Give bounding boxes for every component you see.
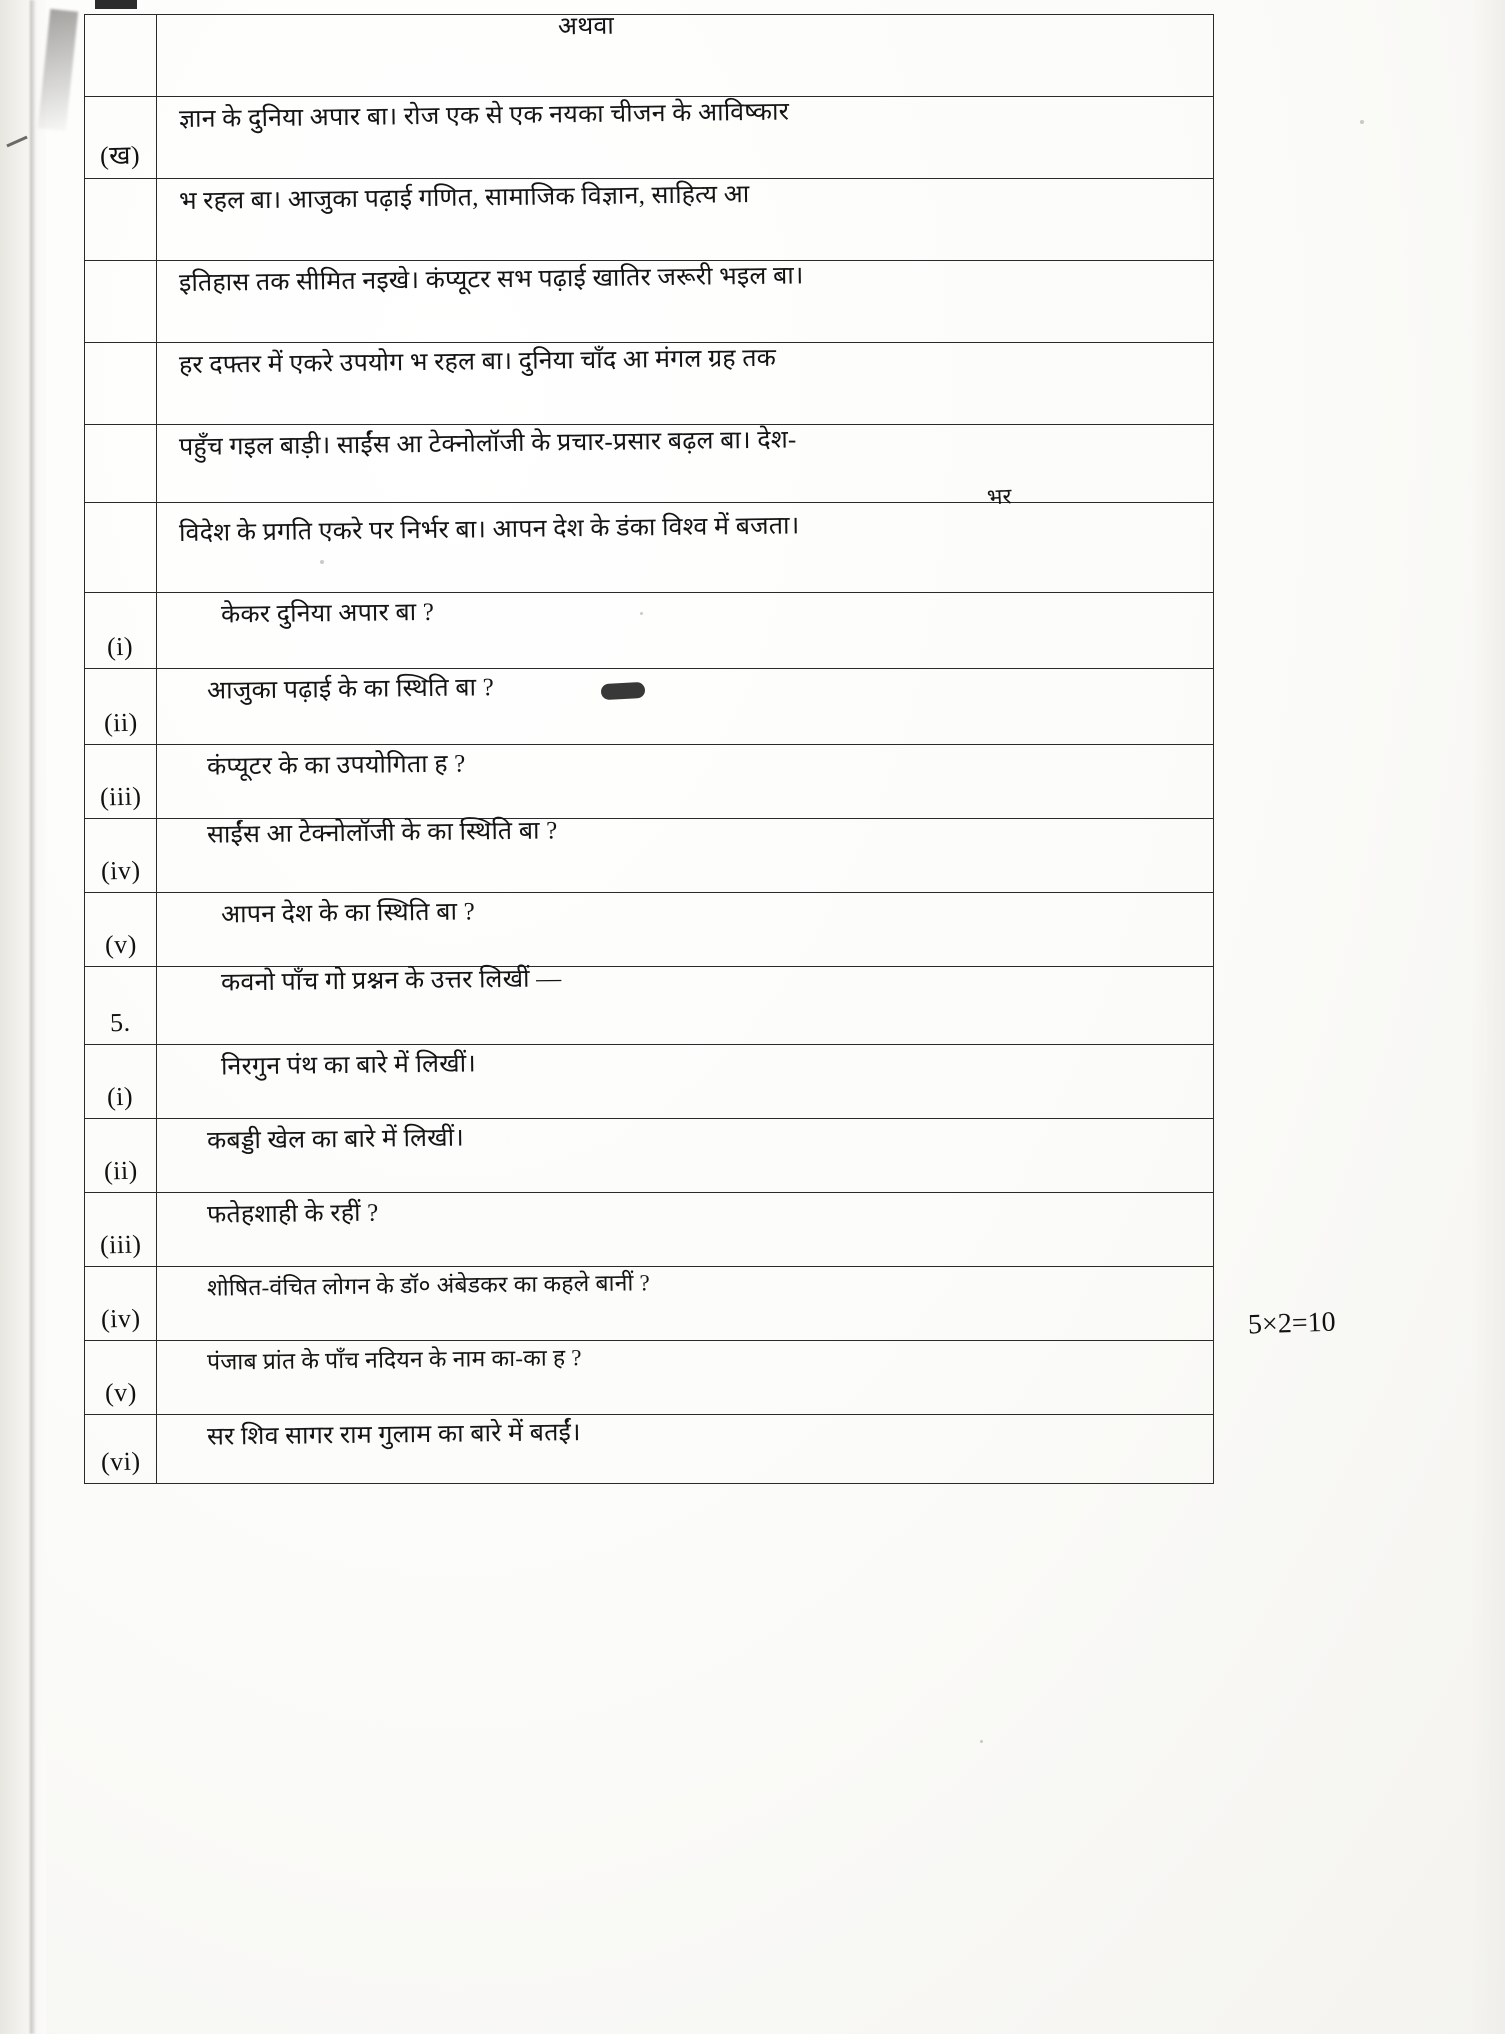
- row-text-cell: [157, 1341, 1213, 1414]
- row-text: आजुका पढ़ाई के का स्थिति बा ?: [206, 674, 495, 705]
- row-text: सर शिव सागर राम गुलाम का बारे में बतईं।: [206, 1419, 581, 1451]
- row-number-cell: [85, 893, 157, 966]
- row-text-cell: [157, 343, 1213, 424]
- row-text: शोषित-वंचित लोगन के डॉ० अंबेडकर का कहले बानीं ?: [206, 1270, 651, 1301]
- row-text: आपन देश के का स्थिति बा ?: [220, 898, 476, 929]
- row-text: अथवा: [557, 12, 615, 41]
- table-row: [84, 592, 1214, 668]
- row-number-cell: [85, 819, 157, 892]
- row-text-cell: [157, 1119, 1213, 1192]
- row-text: ज्ञान के दुनिया अपार बा। रोज एक से एक नयका चीजन के आविष्कार: [178, 98, 790, 133]
- table-row: [84, 260, 1214, 342]
- row-text: कबड्डी खेल का बारे में लिखीं।: [206, 1124, 465, 1155]
- table-row: [84, 892, 1214, 966]
- row-text: निरगुन पंथ का बारे में लिखीं।: [220, 1050, 477, 1081]
- row-number-cell: [85, 503, 157, 592]
- row-text: विदेश के प्रगति एकरे पर निर्भर बा। आपन देश के डंका विश्व में बजता।: [178, 512, 800, 547]
- row-number-cell: [85, 1341, 157, 1414]
- row-text: कंप्यूटर के का उपयोगिता ह ?: [206, 750, 466, 781]
- row-number: (ii): [103, 1155, 138, 1186]
- row-number-cell: [85, 593, 157, 668]
- row-text-cell: [157, 1193, 1213, 1266]
- row-number: (iii): [99, 1229, 142, 1260]
- row-number-cell: [85, 1415, 157, 1483]
- table-row: [84, 342, 1214, 424]
- table-row: [84, 424, 1214, 502]
- row-text-cell: [157, 483, 1213, 592]
- row-number: (ख): [100, 140, 141, 171]
- table-row: [84, 96, 1214, 178]
- table-row: [84, 1266, 1214, 1340]
- row-number-cell: [85, 967, 157, 1044]
- row-text: केकर दुनिया अपार बा ?: [220, 598, 435, 629]
- row-text-cell: [157, 1415, 1213, 1483]
- table-row: [84, 966, 1214, 1044]
- row-number: 5.: [109, 1007, 132, 1038]
- scan-right-edge: [1471, 0, 1505, 2034]
- row-number-cell: [85, 1119, 157, 1192]
- top-black-bar: [95, 0, 137, 9]
- row-text: भ रहल बा। आजुका पढ़ाई गणित, सामाजिक विज्ञान, साहित्य आ: [178, 181, 750, 215]
- row-text-cell: [157, 1267, 1213, 1340]
- row-number-cell: [85, 15, 157, 96]
- row-text: हर दफ्तर में एकरे उपयोग भ रहल बा। दुनिया चाँद आ मंगल ग्रह तक: [178, 344, 777, 379]
- row-number-cell: [85, 425, 157, 502]
- table-row: [84, 178, 1214, 260]
- row-number-cell: [85, 1267, 157, 1340]
- answer-sheet-table: [84, 14, 1214, 1484]
- row-number: (i): [107, 1081, 134, 1112]
- row-text-cell: [157, 669, 1213, 744]
- table-row: [84, 1414, 1214, 1484]
- row-text-cell: [157, 1045, 1213, 1118]
- table-row: [84, 1118, 1214, 1192]
- row-text: कवनो पाँच गो प्रश्नन के उत्तर लिखीं —: [220, 965, 562, 997]
- row-number-cell: [85, 261, 157, 342]
- row-text: पहुँच गइल बाड़ी। साईंस आ टेक्नोलॉजी के प्रचार-प्रसार बढ़ल बा। देश-: [178, 426, 797, 461]
- row-text-cell: [157, 967, 1213, 1044]
- row-text-cell: [157, 893, 1213, 966]
- scan-left-edge: [0, 0, 46, 2034]
- table-row: [84, 1340, 1214, 1414]
- row-number-cell: [85, 1045, 157, 1118]
- table-row: [84, 668, 1214, 744]
- row-number-cell: [85, 179, 157, 260]
- row-number-cell: [85, 97, 157, 178]
- row-text: पंजाब प्रांत के पाँच नदियन के नाम का-का ह ?: [206, 1345, 582, 1375]
- row-number-cell: [85, 669, 157, 744]
- row-number: (iv): [100, 855, 141, 886]
- row-number-cell: [85, 1193, 157, 1266]
- row-number: (v): [104, 929, 137, 960]
- table-row: [84, 818, 1214, 892]
- row-number: (ii): [103, 707, 138, 738]
- row-number: (iv): [100, 1303, 141, 1334]
- table-row: [84, 1192, 1214, 1266]
- row-number-cell: [85, 343, 157, 424]
- row-number: (iii): [99, 781, 142, 812]
- row-text: साईंस आ टेक्नोलॉजी के का स्थिति बा ?: [206, 817, 558, 849]
- row-text-cell: [157, 12, 1213, 96]
- row-number: (i): [107, 631, 134, 662]
- row-text-cell: [157, 745, 1213, 818]
- row-text-cell: [157, 819, 1213, 892]
- inserted-correction-word: भर: [986, 483, 1013, 510]
- table-row: [84, 744, 1214, 818]
- marks-annotation: 5×2=10: [1247, 1306, 1337, 1341]
- row-number: (vi): [100, 1446, 141, 1477]
- row-number-cell: [85, 745, 157, 818]
- table-row: [84, 1044, 1214, 1118]
- row-text: फतेहशाही के रहीं ?: [206, 1199, 379, 1229]
- table-row: [84, 483, 1214, 592]
- row-number: (v): [104, 1377, 137, 1408]
- row-text-cell: [157, 97, 1213, 178]
- row-text-cell: [157, 179, 1213, 260]
- row-text-cell: [157, 593, 1213, 668]
- table-row: [84, 14, 1214, 96]
- row-text-cell: [157, 261, 1213, 342]
- row-text: इतिहास तक सीमित नइखे। कंप्यूटर सभ पढ़ाई खातिर जरूरी भइल बा।: [178, 262, 804, 297]
- row-text-cell: [157, 425, 1213, 502]
